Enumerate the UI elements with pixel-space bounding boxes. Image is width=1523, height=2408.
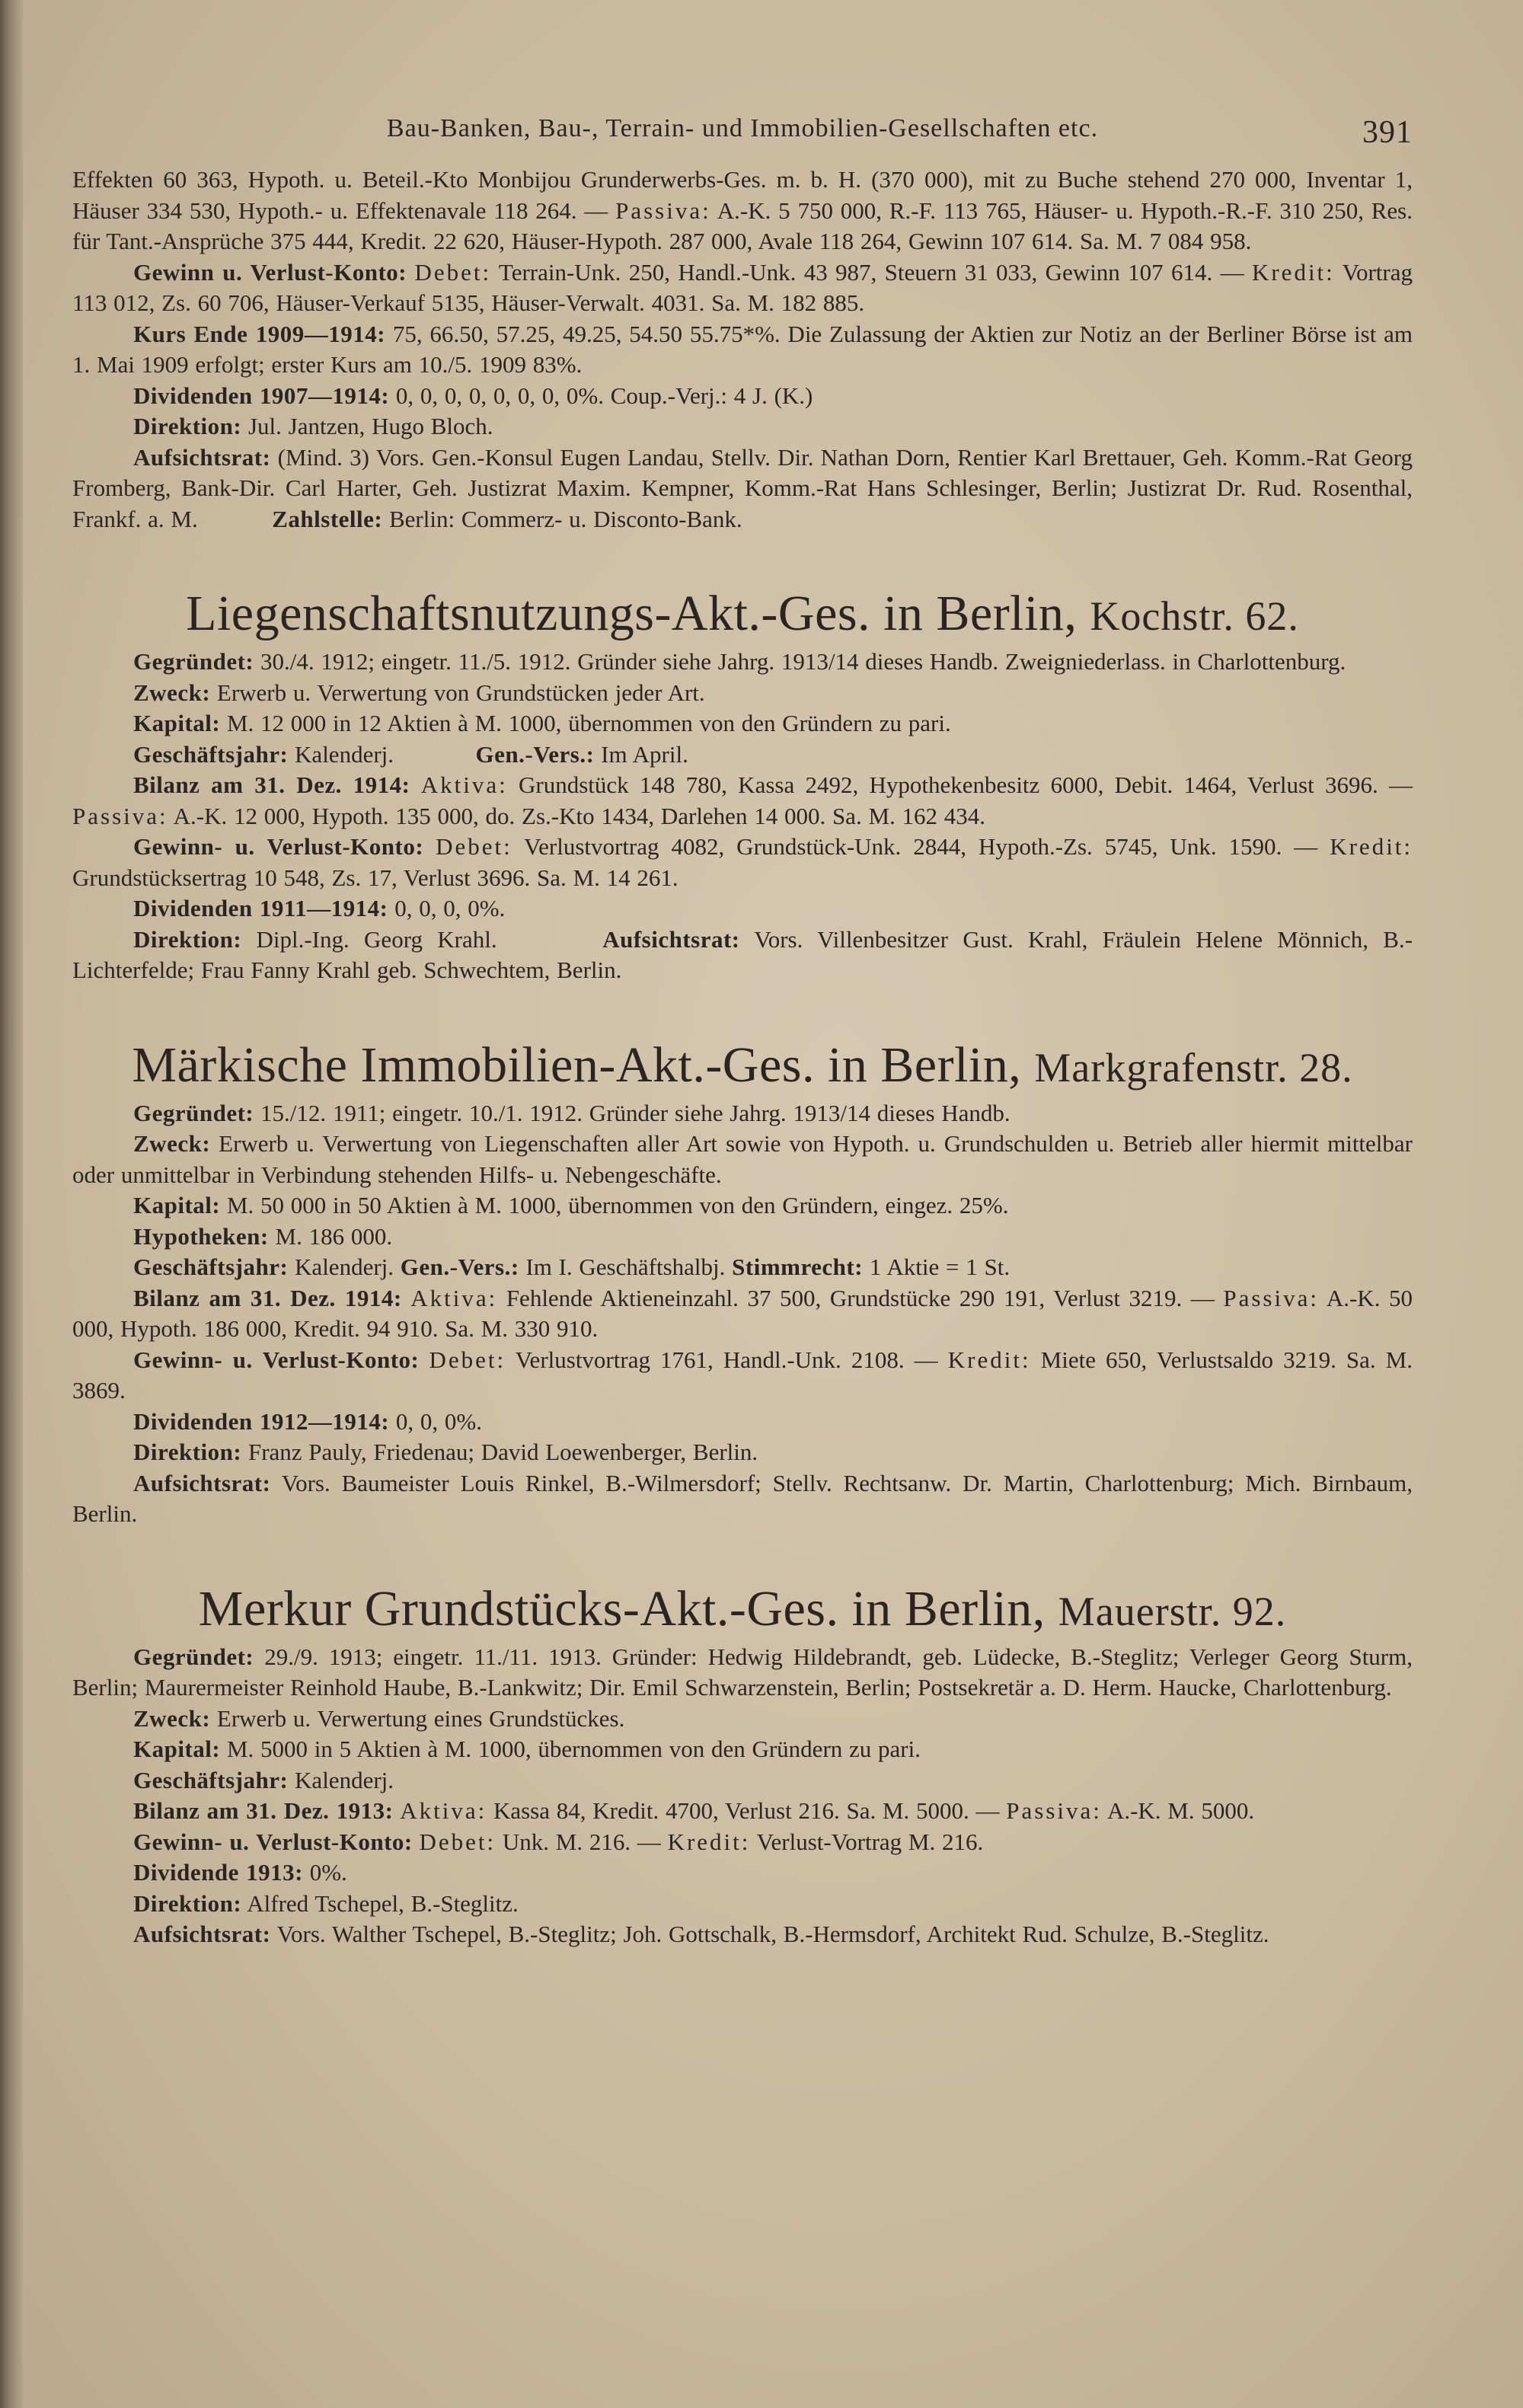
supervisory-board: Aufsichtsrat: Vors. Baumeister Louis Rinkel, B.-Wilmersdorf; Stellv. Rechtsanw. Dr. Martin, Charlottenburg; Mich. Birnbaum, Berlin. <box>72 1469 1413 1527</box>
profit-loss-account: Gewinn- u. Verlust-Konto: Debet: Verlustvortrag 1761, Handl.-Unk. 2108. — Kredit: Miete 650, Verlustsaldo 3219. Sa. M. 3869. <box>72 1346 1413 1404</box>
balance-sheet: Bilanz am 31. Dez. 1913: Aktiva: Kassa 84, Kredit. 4700, Verlust 216. Sa. M. 5000. — Passiva: A.-K. M. 5000. <box>133 1797 1255 1824</box>
company-merkur-grundstuecks <box>72 1579 1413 1950</box>
balance-sheet: Bilanz am 31. Dez. 1914: Aktiva: Grundstück 148 780, Kassa 2492, Hypothekenbesitz 6000, Debit. 1464, Verlust 3696. — Passiva: A.-K. 12 000, Hypoth. 135 000, do. Zs.-Kto 1434, Darlehen 14 000. Sa. M. 162 434. <box>72 771 1413 829</box>
purpose: Zweck: Erwerb u. Verwertung von Grundstücken jeder Art. <box>133 679 705 706</box>
founded: Gegründet: 15./12. 1911; eingetr. 10./1. 1912. Gründer siehe Jahrg. 1913/14 dieses Handb. <box>133 1099 1011 1126</box>
capital: Kapital: M. 5000 in 5 Aktien à M. 1000, übernommen von den Gründern zu pari. <box>133 1736 921 1762</box>
capital: Kapital: M. 12 000 in 12 Aktien à M. 1000, übernommen von den Gründern zu pari. <box>133 710 951 736</box>
founded: Gegründet: 30./4. 1912; eingetr. 11./5. 1912. Gründer siehe Jahrg. 1913/14 dieses Handb. Zweigniederlass. in Charlottenburg. <box>133 648 1346 675</box>
running-header <box>72 114 1413 160</box>
company-maerkische-immobilien <box>72 1035 1413 1530</box>
management: Direktion: Alfred Tschepel, B.-Steglitz. <box>133 1889 519 1917</box>
supervisory-board: Aufsichtsrat: (Mind. 3) Vors. Gen.-Konsul Eugen Landau, Stellv. Dir. Nathan Dorn, Rentier Karl Brettauer, Geh. Komm.-Rat Georg Fromberg, Bank-Dir. Carl Harter, Geh. Justizrat Maxim. Kempner, Komm.-Rat Hans Schlesinger, Berlin; Justizrat Dr. Rud. Rosenthal, Frankf. a. M. Zahlstelle: Berlin: Commerz- u. Disconto-Bank. <box>72 443 1413 532</box>
company-title: Merkur Grundstücks-Akt.-Ges. in Berlin, Mauerstr. 92. <box>198 1580 1287 1637</box>
management: Direktion: Franz Pauly, Friedenau; David Loewenberger, Berlin. <box>133 1439 758 1465</box>
founded: Gegründet: 29./9. 1913; eingetr. 11./11. 1913. Gründer: Hedwig Hildebrandt, geb. Lüdecke, B.-Steglitz; Verleger Georg Sturm, Berlin; Maurermeister Reinhold Haube, B.-Lankwitz; Dir. Emil Schwarzenstein, Berlin; Postsekretär a. D. Herm. Haucke, Charlottenburg. <box>72 1643 1413 1701</box>
page-number: 391 <box>1362 115 1413 150</box>
mortgages: Hypotheken: M. 186 000. <box>133 1222 393 1250</box>
balance-sheet: Bilanz am 31. Dez. 1914: Aktiva: Fehlende Aktieneinzahl. 37 500, Grundstücke 290 191, Verlust 3219. — Passiva: A.-K. 50 000, Hypoth. 186 000, Kredit. 94 910. Sa. M. 330 910. <box>72 1284 1413 1342</box>
purpose: Zweck: Erwerb u. Verwertung eines Grundstückes. <box>133 1704 625 1732</box>
company-title: Liegenschaftsnutzungs-Akt.-Ges. in Berlin, Kochstr. 62. <box>186 586 1299 641</box>
company-liegenschaftsnutzungs <box>72 583 1413 986</box>
management: Direktion: Jul. Jantzen, Hugo Bloch. <box>133 413 493 439</box>
profit-loss-account: Gewinn u. Verlust-Konto: Debet: Terrain-Unk. 250, Handl.-Unk. 43 987, Steuern 31 033, Gewinn 107 614. — Kredit: Vortrag 113 012, Zs. 60 706, Häuser-Verkauf 5135, Häuser-Verwalt. 4031. Sa. M. 182 885. <box>72 258 1413 316</box>
previous-company-continuation <box>72 164 1413 535</box>
profit-loss-account: Gewinn- u. Verlust-Konto: Debet: Verlustvortrag 4082, Grundstück-Unk. 2844, Hypoth.-Zs. 5745, Unk. 1590. — Kredit: Grundstücksertrag 10 548, Zs. 17, Verlust 3696. Sa. M. 14 261. <box>72 833 1413 891</box>
fiscal-year: Geschäftsjahr: Kalenderj. <box>133 1766 394 1793</box>
dividends: Dividenden 1907—1914: 0, 0, 0, 0, 0, 0, 0, 0%. Coup.-Verj.: 4 J. (K.) <box>133 382 813 409</box>
dividends: Dividende 1913: 0%. <box>133 1859 347 1886</box>
book-binding-edge <box>0 0 23 2408</box>
capital: Kapital: M. 50 000 in 50 Aktien à M. 1000, übernommen von den Gründern, eingez. 25%. <box>133 1192 1009 1218</box>
management-and-board: Direktion: Dipl.-Ing. Georg Krahl. Aufsichtsrat: Vors. Villenbesitzer Gust. Krahl, Fräulein Helene Mönnich, B.-Lichterfelde; Frau Fanny Krahl geb. Schwechtem, Berlin. <box>72 925 1413 983</box>
balance-continuation: Effekten 60 363, Hypoth. u. Beteil.-Kto Monbijou Grunderwerbs-Ges. m. b. H. (370 000), mit zu Buche stehend 270 000, Inventar 1, Häuser 334 530, Hypoth.- u. Effektenavale 118 264. — Passiva: A.-K. 5 750 000, R.-F. 113 765, Häuser- u. Hypoth.-R.-F. 310 250, Res. für Tant.-Ansprüche 375 444, Kredit. 22 620, Häuser-Hypoth. 287 000, Avale 118 264, Gewinn 107 614. Sa. M. 7 084 958. <box>72 166 1413 254</box>
fiscal-year: Geschäftsjahr: Kalenderj. Gen.-Vers.: Im April. <box>133 740 688 768</box>
running-title: Bau-Banken, Bau-, Terrain- und Immobilien-Gesellschaften etc. <box>386 114 1099 142</box>
supervisory-board: Aufsichtsrat: Vors. Walther Tschepel, B.-Steglitz; Joh. Gottschalk, B.-Hermsdorf, Architekt Rud. Schulze, B.-Steglitz. <box>133 1921 1269 1947</box>
profit-loss-account: Gewinn- u. Verlust-Konto: Debet: Unk. M. 216. — Kredit: Verlust-Vortrag M. 216. <box>133 1828 984 1855</box>
dividends: Dividenden 1911—1914: 0, 0, 0, 0%. <box>133 895 506 921</box>
company-title: Märkische Immobilien-Akt.-Ges. in Berlin, Markgrafenstr. 28. <box>132 1036 1353 1093</box>
price-history: Kurs Ende 1909—1914: 75, 66.50, 57.25, 49.25, 54.50 55.75*%. Die Zulassung der Aktien zur Notiz an der Berliner Börse ist am 1. Mai 1909 erfolgt; erster Kurs am 10./5. 1909 83%. <box>72 320 1413 378</box>
dividends: Dividenden 1912—1914: 0, 0, 0%. <box>133 1407 482 1435</box>
purpose: Zweck: Erwerb u. Verwertung von Liegenschaften aller Art sowie von Hypoth. u. Grundschulden u. Betrieb aller hiermit mittelbar oder unmittelbar in Verbindung stehenden Hilfs- u. Nebengeschäfte. <box>72 1130 1413 1188</box>
page-content <box>72 114 1413 1950</box>
fiscal-year: Geschäftsjahr: Kalenderj. Gen.-Vers.: Im I. Geschäftshalbj. Stimmrecht: 1 Aktie = 1 St. <box>133 1254 1011 1280</box>
